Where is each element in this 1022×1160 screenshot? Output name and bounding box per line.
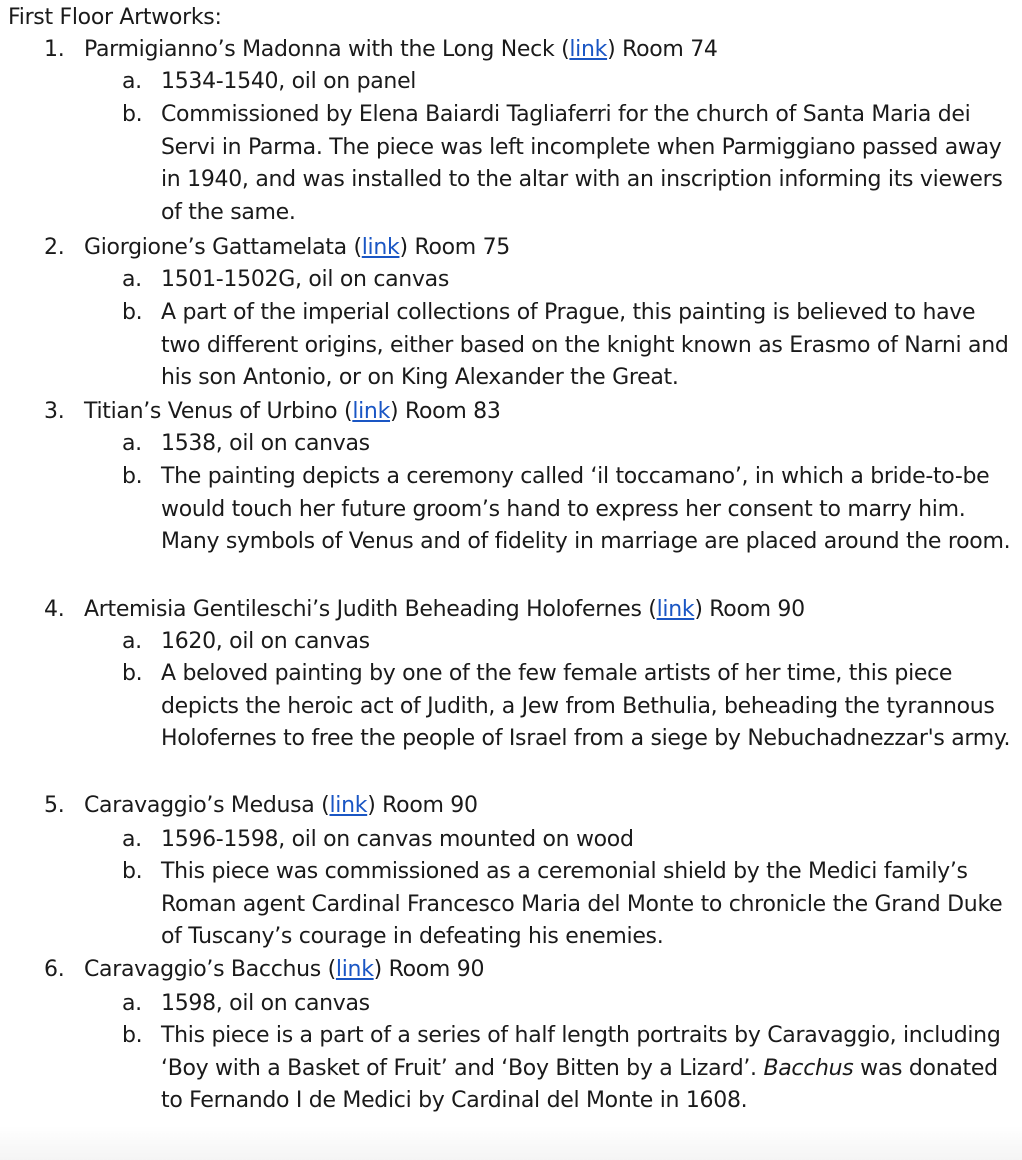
italic-title: Bacchus (763, 1055, 854, 1081)
list-letter: a. (122, 267, 142, 292)
artwork-link[interactable]: link (329, 793, 368, 818)
description-text: This piece is a part of a series of half length portraits by Caravaggio, including ‘Boy with a Basket of Fruit’ and ‘Boy Bitten by a Lizard’. Bacchus was donated to Fernando I de Medici by Cardinal del Monte in 1608. (161, 1023, 1001, 1113)
artwork-title: Artemisia Gentileschi’s Judith Beheading Holofernes (link) Room 90 (84, 597, 805, 622)
artwork-link[interactable]: link (335, 957, 374, 982)
list-letter: a. (122, 991, 142, 1016)
list-letter: a. (122, 629, 142, 654)
list-number: 3. (44, 399, 65, 424)
description-text: This piece was commissioned as a ceremonial shield by the Medici family’s Roman agent Cardinal Francesco Maria del Monte to chronicle the Grand Duke of Tuscany’s courage in defeating his enemies. (161, 859, 1003, 949)
description-text: A part of the imperial collections of Prague, this painting is believed to have two different origins, either based on the knight known as Erasmo of Narni and his son Antonio, or on King Alexander the Great. (161, 300, 1009, 390)
date-medium-text: 1596-1598, oil on canvas mounted on wood (161, 827, 634, 852)
date-medium-text: 1534-1540, oil on panel (161, 69, 417, 94)
list-letter: a. (122, 827, 142, 852)
description-text: Commissioned by Elena Baiardi Tagliaferri for the church of Santa Maria dei Servi in Parma. The piece was left incomplete when Parmiggiano passed away in 1940, and was installed to the altar with an inscription informing its viewers of the same. (161, 102, 1003, 225)
artwork-link[interactable]: link (352, 399, 391, 424)
artwork-title: Giorgione’s Gattamelata (link) Room 75 (84, 235, 510, 260)
list-letter: b. (122, 102, 143, 127)
description-text: The painting depicts a ceremony called ‘il toccamano’, in which a bride-to-be would touch her future groom’s hand to express her consent to marry him. Many symbols of Venus and of fidelity in marriage are placed around the room. (161, 464, 1011, 554)
list-number: 6. (44, 957, 65, 982)
artwork-link[interactable]: link (361, 235, 400, 260)
list-letter: b. (122, 464, 143, 489)
list-number: 4. (44, 597, 65, 622)
list-letter: b. (122, 859, 143, 884)
list-letter: b. (122, 661, 143, 686)
artwork-title: Caravaggio’s Medusa (link) Room 90 (84, 793, 478, 818)
description-text: A beloved painting by one of the few female artists of her time, this piece depicts the heroic act of Judith, a Jew from Bethulia, beheading the tyrannous Holofernes to free the people of Israel from a siege by Nebuchadnezzar's army. (161, 661, 1011, 751)
artwork-link[interactable]: link (656, 597, 695, 622)
artwork-title: Parmigianno’s Madonna with the Long Neck (link) Room 74 (84, 37, 718, 62)
date-medium-text: 1598, oil on canvas (161, 991, 370, 1016)
section-heading: First Floor Artworks: (8, 5, 222, 30)
list-letter: b. (122, 1023, 143, 1048)
list-number: 2. (44, 235, 65, 260)
artwork-title: Titian’s Venus of Urbino (link) Room 83 (84, 399, 501, 424)
date-medium-text: 1538, oil on canvas (161, 431, 370, 456)
list-letter: a. (122, 69, 142, 94)
list-number: 5. (44, 793, 65, 818)
list-number: 1. (44, 37, 65, 62)
date-medium-text: 1501-1502G, oil on canvas (161, 267, 450, 292)
date-medium-text: 1620, oil on canvas (161, 629, 370, 654)
artwork-link[interactable]: link (569, 37, 608, 62)
list-letter: b. (122, 300, 143, 325)
artwork-title: Caravaggio’s Bacchus (link) Room 90 (84, 957, 485, 982)
list-letter: a. (122, 431, 142, 456)
bottom-fade (0, 1126, 1022, 1160)
